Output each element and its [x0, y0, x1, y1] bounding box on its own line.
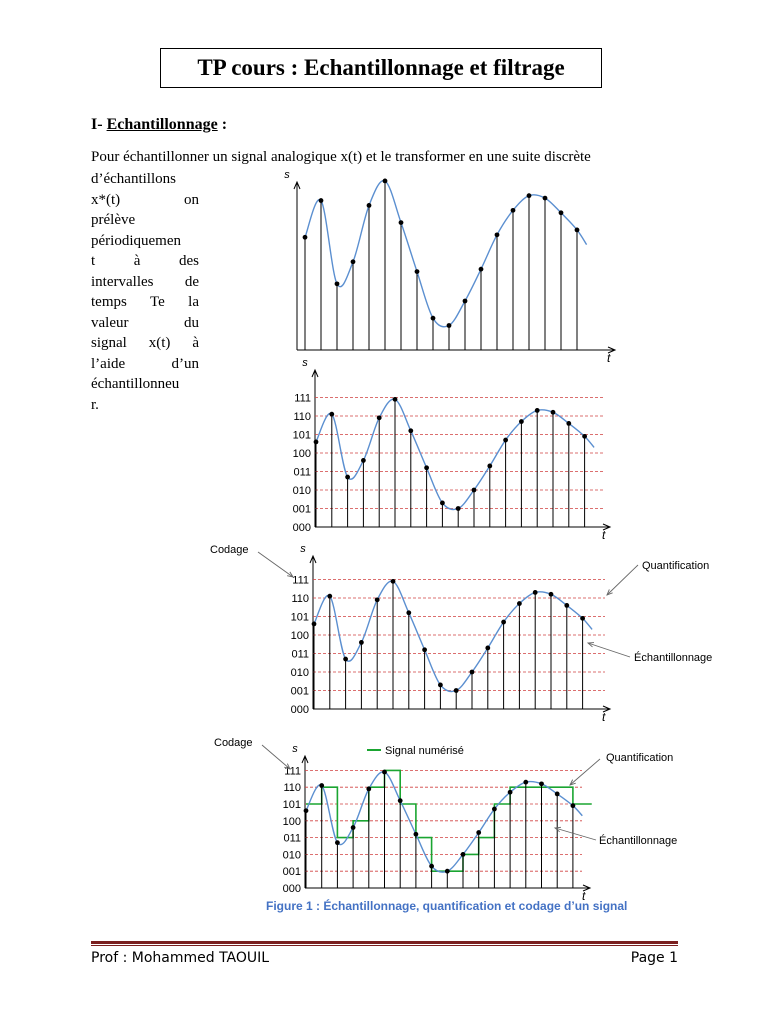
sample-point — [447, 323, 452, 328]
sample-point — [359, 640, 364, 645]
paragraph-line: périodiquemen — [91, 232, 181, 249]
level-code-label: 101 — [292, 429, 311, 442]
level-code-label: 110 — [291, 593, 309, 605]
sample-point — [543, 196, 548, 201]
sample-point — [503, 438, 508, 443]
sample-point — [335, 281, 340, 286]
sample-point — [367, 203, 372, 208]
level-code-label: 111 — [294, 392, 311, 405]
echantillonnage-label: Échantillonnage — [599, 835, 678, 847]
level-code-label: 001 — [290, 685, 309, 698]
codage-arrow — [258, 552, 293, 577]
sample-point — [429, 864, 434, 869]
sample-point — [571, 803, 576, 808]
sample-point — [580, 616, 585, 621]
sample-point — [398, 798, 403, 803]
sample-point — [539, 781, 544, 786]
sample-point — [519, 419, 524, 424]
sample-point — [479, 267, 484, 272]
sample-point — [366, 786, 371, 791]
footer-author: Prof : Mohammed TAOUIL — [91, 950, 270, 966]
paragraph-line: échantillonneu — [91, 376, 180, 392]
y-axis-label: s — [302, 357, 308, 369]
sample-point — [335, 840, 340, 845]
echantillonnage-arrow — [555, 828, 596, 840]
x-axis-label: t — [602, 710, 606, 724]
y-axis-label: s — [284, 169, 290, 181]
intro-paragraph: Pour échantillonner un signal analogique x(t) et le transformer en une suite discrète — [91, 149, 591, 165]
level-code-label: 000 — [290, 704, 309, 716]
sample-point — [415, 269, 420, 274]
legend-signal-numerise: Signal numérisé — [385, 745, 464, 757]
paragraph-line: signal x(t) à — [91, 335, 199, 351]
paragraph-line: valeur du — [91, 314, 199, 331]
level-code-label: 010 — [290, 667, 309, 679]
codage-label: Codage — [214, 737, 253, 749]
sample-point — [511, 208, 516, 213]
sample-point — [382, 770, 387, 775]
sample-point — [377, 415, 382, 420]
sample-point — [454, 688, 459, 693]
sample-point — [495, 232, 500, 237]
paragraph-line: intervalles de — [91, 273, 199, 290]
codage-label: Codage — [210, 544, 249, 556]
quantification-label: Quantification — [642, 560, 710, 572]
sample-point — [445, 869, 450, 874]
section-number: I- — [91, 116, 107, 133]
quantification-arrow — [570, 759, 600, 785]
sample-point — [329, 412, 334, 417]
sample-point — [485, 646, 490, 651]
analog-signal-curve — [305, 181, 587, 327]
sample-point — [575, 228, 580, 233]
sample-point — [399, 220, 404, 225]
sample-point — [555, 792, 560, 797]
sample-point — [406, 610, 411, 615]
level-code-label: 011 — [283, 832, 301, 845]
level-code-label: 010 — [282, 849, 301, 862]
sample-point — [564, 603, 569, 608]
y-axis-label: s — [292, 743, 298, 755]
level-code-label: 011 — [291, 648, 309, 661]
paragraph-line: t à des — [91, 253, 199, 269]
sample-point — [408, 428, 413, 433]
sample-point — [327, 594, 332, 599]
sample-point — [472, 488, 477, 493]
echantillonnage-label: Échantillonnage — [634, 652, 713, 664]
level-code-label: 011 — [293, 466, 311, 479]
level-code-label: 110 — [283, 782, 301, 795]
sample-point — [533, 590, 538, 595]
footer-divider-thin — [91, 945, 678, 946]
sample-point — [470, 670, 475, 675]
quantification-label: Quantification — [606, 752, 674, 764]
sample-point — [535, 408, 540, 413]
level-code-label: 100 — [282, 815, 301, 828]
level-code-label: 100 — [292, 448, 311, 460]
page-title: TP cours : Echantillonnage et filtrage — [160, 48, 602, 88]
x-axis-label: t — [607, 351, 611, 365]
sample-point — [319, 783, 324, 788]
sample-point — [345, 475, 350, 480]
level-code-label: 111 — [284, 765, 301, 778]
footer-divider — [91, 941, 678, 944]
sample-point — [487, 464, 492, 469]
sample-point — [456, 506, 461, 511]
level-code-label: 001 — [292, 503, 311, 516]
sample-point — [440, 501, 445, 506]
level-code-label: 101 — [290, 611, 309, 624]
sample-point — [351, 259, 356, 264]
sample-point — [319, 198, 324, 203]
sample-point — [566, 421, 571, 426]
sample-point — [314, 440, 319, 445]
sample-point — [422, 647, 427, 652]
level-code-label: 000 — [282, 883, 301, 895]
x-axis-label: t — [582, 889, 586, 903]
codage-arrow — [262, 745, 290, 769]
paragraph-line: l’aide d’un — [91, 355, 199, 372]
x-axis-label: t — [602, 528, 606, 542]
sample-point — [549, 592, 554, 597]
sample-point — [424, 465, 429, 470]
sample-point — [501, 620, 506, 625]
sample-point — [383, 179, 388, 184]
sample-point — [551, 410, 556, 415]
paragraph-line: x*(t) on — [91, 191, 199, 208]
figure-caption: Figure 1 : Échantillonnage, quantification et codage d’un signal — [266, 899, 628, 913]
level-code-label: 111 — [292, 574, 309, 587]
sample-point — [312, 622, 317, 627]
y-axis-label: s — [300, 543, 306, 555]
paragraph-line: temps Te la — [91, 294, 199, 310]
level-code-label: 110 — [293, 411, 311, 423]
sample-point — [523, 780, 528, 785]
level-code-label: 001 — [282, 866, 301, 879]
sample-point — [303, 235, 308, 240]
sample-point — [351, 825, 356, 830]
sample-point — [343, 657, 348, 662]
sample-point — [393, 397, 398, 402]
level-code-label: 000 — [292, 522, 311, 534]
sample-point — [476, 830, 481, 835]
sample-point — [375, 597, 380, 602]
paragraph-line: d’échantillons — [91, 171, 176, 187]
sample-point — [492, 807, 497, 812]
sample-point — [438, 683, 443, 688]
sample-point — [463, 299, 468, 304]
sample-point — [414, 832, 419, 837]
quantification-arrow — [607, 565, 638, 595]
digitized-signal — [306, 770, 592, 871]
sample-point — [508, 790, 513, 795]
sample-point — [582, 434, 587, 439]
sample-point — [559, 210, 564, 215]
footer-page: Page 1 — [630, 950, 678, 966]
section-colon: : — [217, 116, 228, 133]
level-code-label: 101 — [282, 799, 301, 811]
level-code-label: 010 — [292, 485, 311, 497]
sample-point — [527, 193, 532, 198]
paragraph-line: prélève — [91, 212, 136, 228]
section-name: Echantillonnage — [106, 116, 218, 133]
echantillonnage-arrow — [588, 643, 630, 657]
level-code-label: 100 — [290, 630, 309, 642]
sample-point — [304, 808, 309, 813]
paragraph-line: r. — [91, 396, 99, 413]
sample-point — [461, 852, 466, 857]
sample-point — [391, 579, 396, 584]
sample-point — [517, 601, 522, 606]
sample-point — [361, 458, 366, 463]
sample-point — [431, 316, 436, 321]
